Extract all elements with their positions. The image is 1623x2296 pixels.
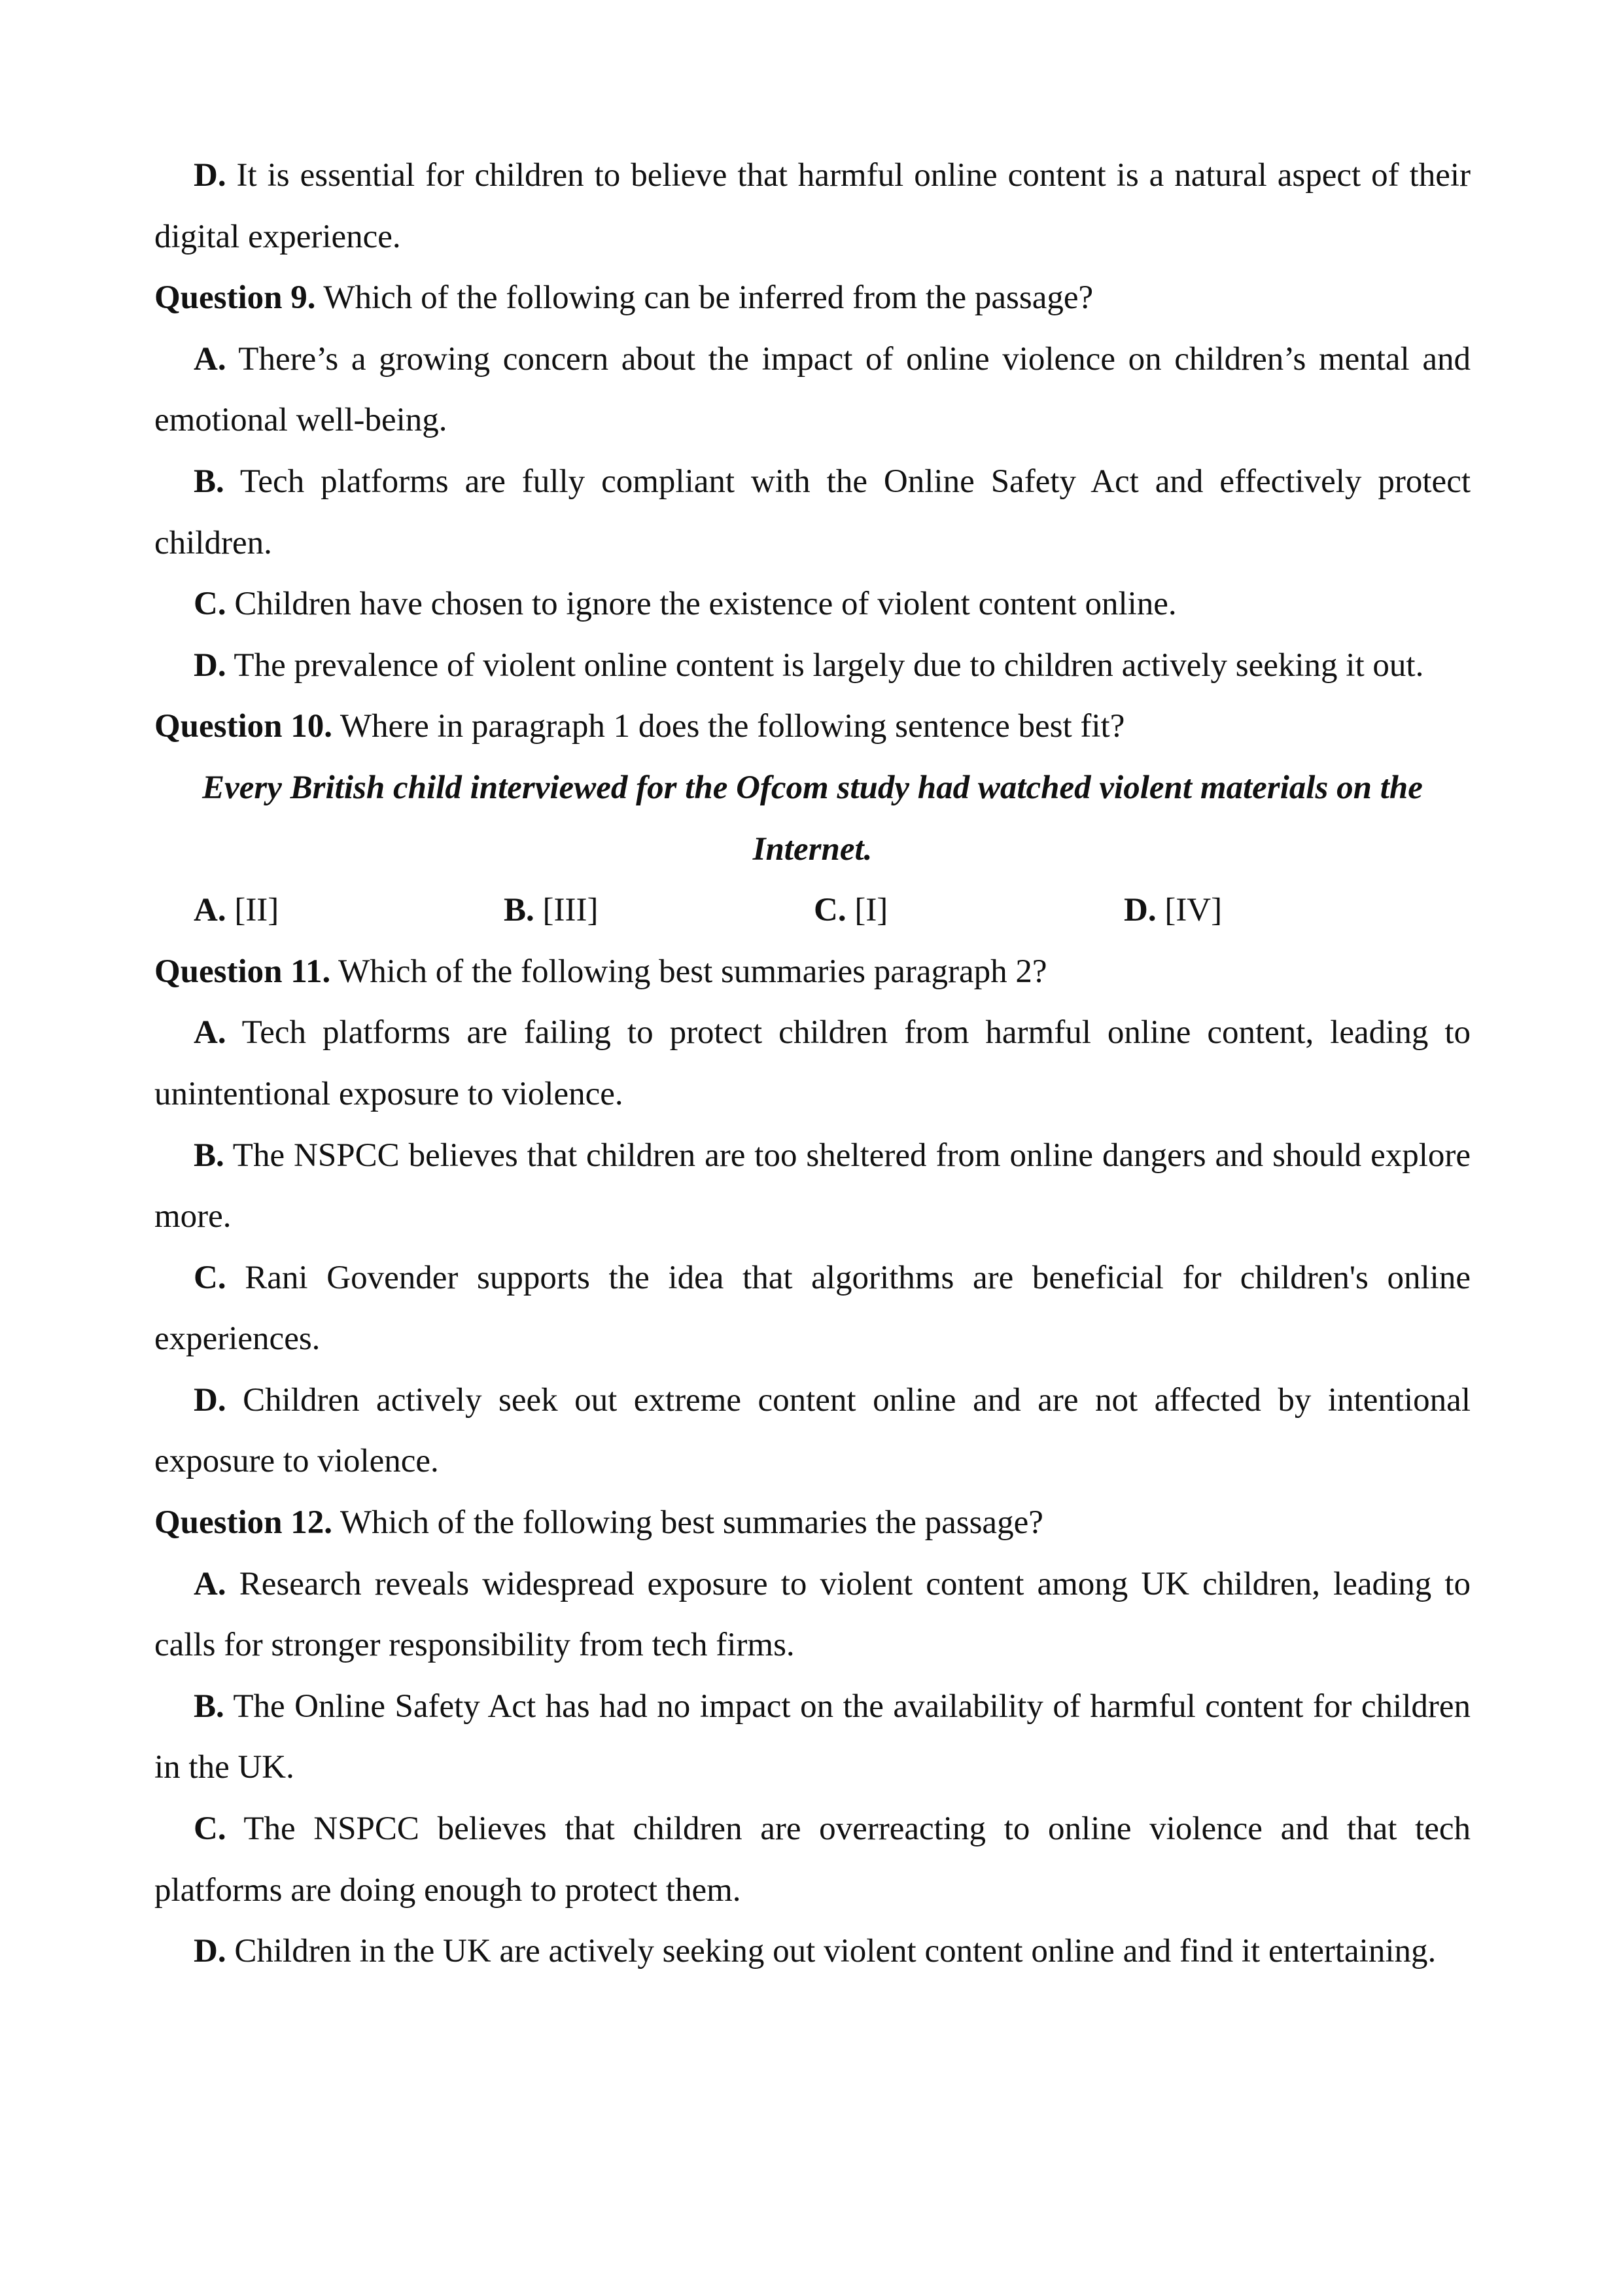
option-text: Children have chosen to ignore the existence of violent content online. bbox=[226, 586, 1177, 623]
option-letter: B. bbox=[504, 892, 534, 929]
q12-option-a bbox=[154, 1554, 1471, 1676]
option-text: Children in the UK are actively seeking out violent content online and find it entertaining. bbox=[226, 1933, 1437, 1970]
q10-option-c bbox=[814, 880, 1124, 942]
option-letter: A. bbox=[194, 1565, 226, 1602]
option-letter: A. bbox=[194, 340, 226, 378]
option-text: [IV] bbox=[1156, 892, 1223, 929]
option-text: The Online Safety Act has had no impact on the availability of harmful content for children in the UK. bbox=[154, 1687, 1471, 1786]
option-letter: D. bbox=[194, 646, 226, 684]
q10-option-a bbox=[194, 880, 504, 942]
q10-option-d bbox=[1124, 880, 1434, 942]
option-letter: C. bbox=[194, 1259, 226, 1296]
option-text: Children actively seek out extreme content online and are not affected by intentional exposure to violence. bbox=[154, 1381, 1471, 1480]
q12-option-b bbox=[154, 1676, 1471, 1799]
q9-option-d bbox=[154, 635, 1471, 697]
option-text: Tech platforms are fully compliant with the Online Safety Act and effectively protect children. bbox=[154, 463, 1471, 561]
q12-stem bbox=[154, 1492, 1471, 1554]
option-text: The NSPCC believes that children are overreacting to online violence and that tech platforms are doing enough to protect them. bbox=[154, 1810, 1471, 1909]
q9-option-a bbox=[154, 329, 1471, 451]
question-text: Where in paragraph 1 does the following sentence best fit? bbox=[332, 708, 1125, 745]
document-page bbox=[154, 145, 1471, 1983]
option-text: Research reveals widespread exposure to violent content among UK children, leading to calls for stronger responsibility from tech firms. bbox=[154, 1565, 1471, 1664]
option-letter: D. bbox=[1124, 892, 1157, 929]
q9-option-b bbox=[154, 451, 1471, 574]
question-text: Which of the following best summaries paragraph 2? bbox=[330, 953, 1047, 990]
option-letter: D. bbox=[194, 157, 226, 194]
q11-option-c bbox=[154, 1248, 1471, 1370]
q12-option-c bbox=[154, 1799, 1471, 1921]
q11-option-b bbox=[154, 1125, 1471, 1248]
question-text: Which of the following best summaries the passage? bbox=[332, 1504, 1043, 1542]
option-text: Rani Govender supports the idea that algorithms are beneficial for children's online experiences. bbox=[154, 1259, 1471, 1358]
q12-option-d bbox=[154, 1921, 1471, 1983]
option-letter: C. bbox=[194, 586, 226, 623]
option-letter: C. bbox=[814, 892, 846, 929]
option-text: [III] bbox=[534, 892, 599, 929]
option-letter: B. bbox=[194, 1137, 224, 1174]
q9-option-c bbox=[154, 574, 1471, 635]
q8-option-d bbox=[154, 145, 1471, 268]
option-text: The NSPCC believes that children are too sheltered from online dangers and should explore more. bbox=[154, 1137, 1471, 1235]
option-letter: B. bbox=[194, 463, 224, 500]
q10-stem bbox=[154, 696, 1471, 758]
option-text: [II] bbox=[226, 892, 279, 929]
q11-option-a bbox=[154, 1002, 1471, 1125]
q10-option-b bbox=[504, 880, 814, 942]
q10-inserted-sentence: Every British child interviewed for the Ofcom study had watched violent materials on the Internet. bbox=[202, 769, 1423, 868]
option-letter: A. bbox=[194, 892, 226, 929]
question-label: Question 12. bbox=[154, 1504, 333, 1542]
option-text: It is essential for children to believe that harmful online content is a natural aspect of their digital experience. bbox=[154, 157, 1471, 255]
option-letter: C. bbox=[194, 1810, 226, 1848]
option-letter: D. bbox=[194, 1381, 226, 1419]
q11-stem bbox=[154, 942, 1471, 1003]
option-text: The prevalence of violent online content is largely due to children actively seeking it out. bbox=[226, 646, 1424, 684]
option-text: [I] bbox=[846, 892, 888, 929]
question-text: Which of the following can be inferred from the passage? bbox=[315, 279, 1094, 317]
q10-options bbox=[154, 880, 1471, 942]
option-text: Tech platforms are failing to protect children from harmful online content, leading to unintentional exposure to violence. bbox=[154, 1014, 1471, 1112]
question-label: Question 10. bbox=[154, 708, 333, 745]
option-letter: D. bbox=[194, 1933, 226, 1970]
option-letter: A. bbox=[194, 1014, 226, 1051]
q9-stem bbox=[154, 268, 1471, 329]
option-letter: B. bbox=[194, 1687, 224, 1725]
question-label: Question 11. bbox=[154, 953, 331, 990]
q11-option-d bbox=[154, 1370, 1471, 1492]
option-text: There’s a growing concern about the impact of online violence on children’s mental and emotional well-being. bbox=[154, 340, 1471, 439]
question-label: Question 9. bbox=[154, 279, 316, 317]
